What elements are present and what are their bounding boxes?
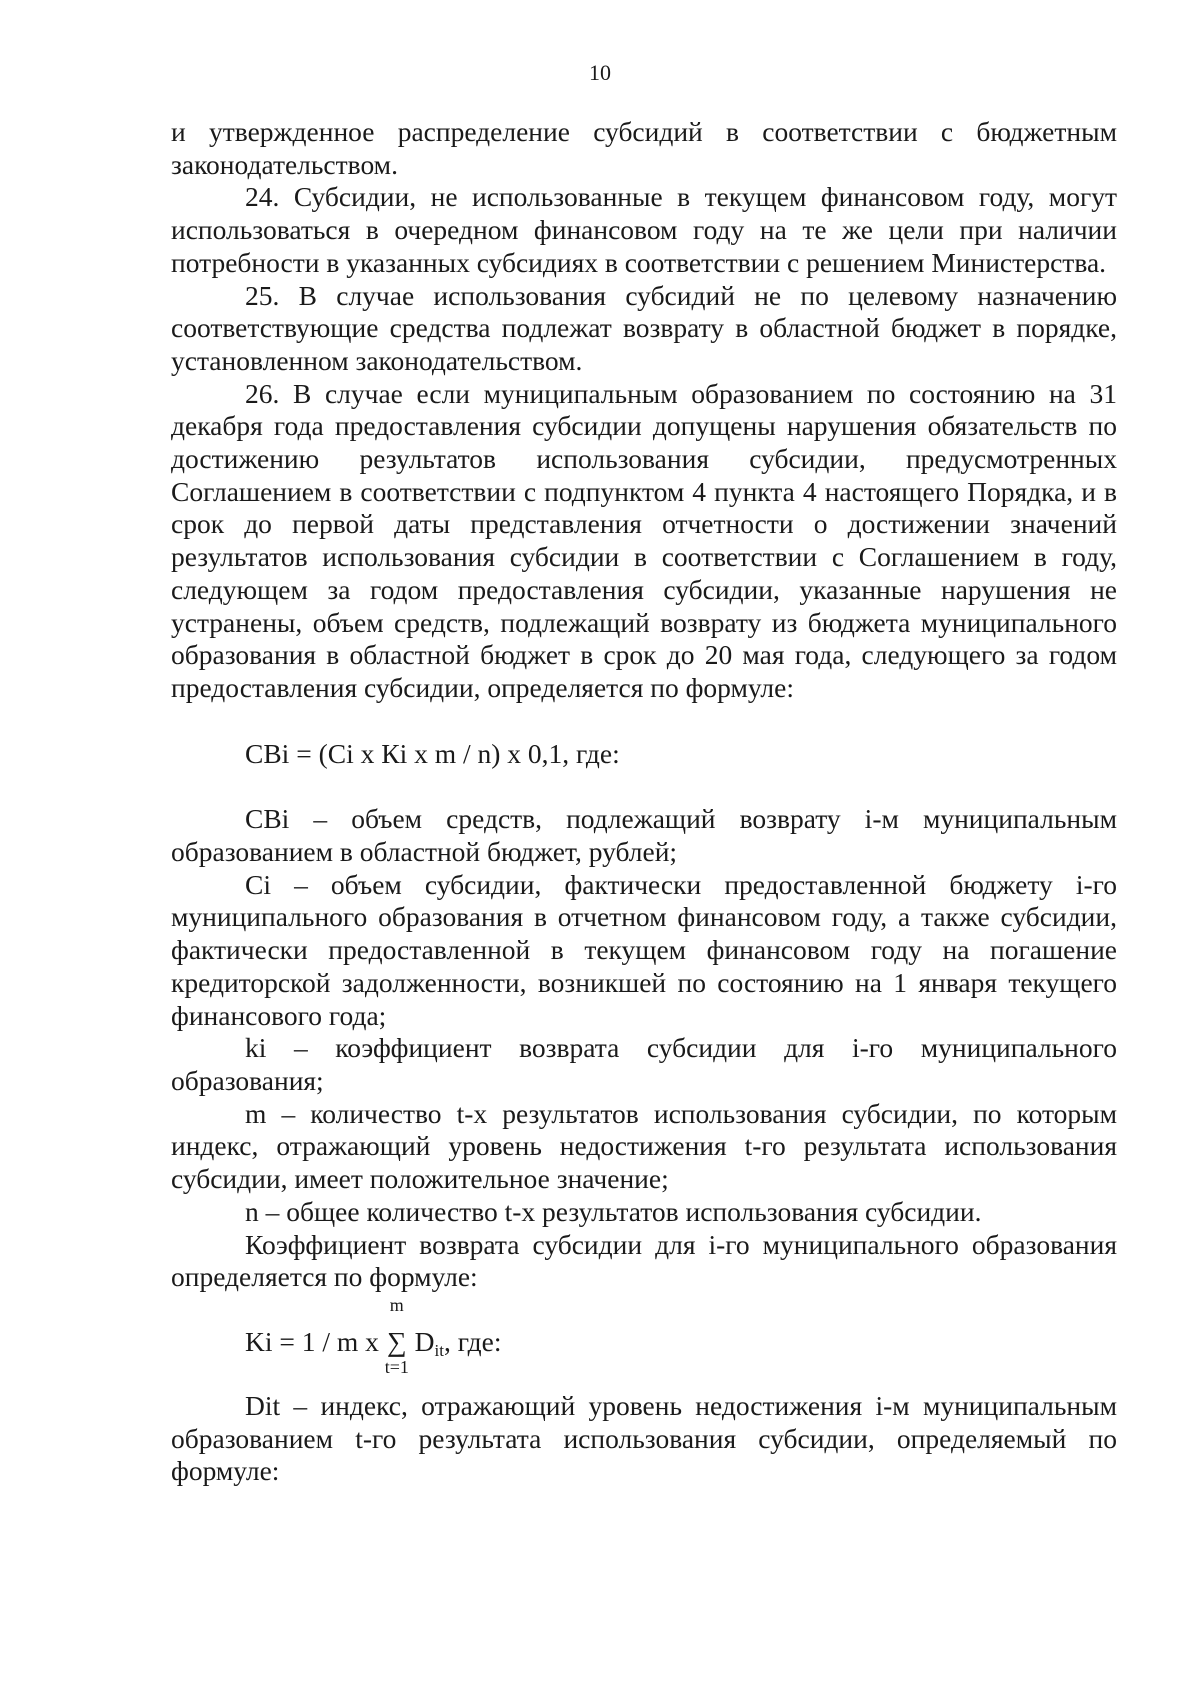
summation-symbol [384,1294,409,1377]
formula-ki-lhs: Ki = 1 / m х [245,1325,386,1357]
formula-ki-tail: , где: [444,1325,502,1357]
page-number: 10 [589,60,611,85]
definition-m: m – количество t-х результатов использования субсидии, по которым индекс, отражающий уровень недостижения t-го результата использования субсидии, имеет положительное значение; [171,1097,1117,1195]
paragraph-26: 26. В случае если муниципальным образованием по состоянию на 31 декабря года предоставления субсидии допущены нарушения обязательств по достижению результатов использования субсидии, предусмотренных Соглашением в соответствии с подпунктом 4 пункта 4 настоящего Порядка, и в срок до первой даты представления отчетности о достижении значений результатов использования субсидии в соответствии с Соглашением в году, следующем за годом предоставления субсидии, указанные нарушения не устранены, объем средств, подлежащий возврату из бюджета муниципального образования в областной бюджет в срок до 20 мая года, следующего за годом предоставления субсидии, определяется по формуле: [171,377,1117,703]
paragraph-24: 24. Субсидии, не использованные в текущем финансовом году, могут использоваться в очередном финансовом году на те же цели при наличии потребности в указанных субсидиях в соответствии с решением Министерства. [171,181,1117,278]
formula-ki [171,1296,1117,1390]
sigma-glyph: ∑ [386,1325,407,1357]
definition-dit: Dit – индекс, отражающий уровень недостижения i-м муниципальным образованием t-го результата использования субсидии, определяемый по формуле: [171,1389,1117,1487]
formula-ki-line [245,1294,502,1377]
definition-ki: ki – коэффициент возврата субсидии для i-го муниципального образования; [171,1032,1117,1096]
definition-cvi: СВi – объем средств, подлежащий возврату i-м муниципальным образованием в областной бюджет, рублей; [171,803,1117,868]
definition-n: n – общее количество t-х результатов использования субсидии. [245,1195,982,1227]
summation-upper-limit: m [389,1294,404,1315]
document-body [171,116,1117,1488]
paragraph-intro: и утвержденное распределение субсидий в соответствии с бюджетным законодательством. [171,116,1117,180]
formula-ki-d: D [407,1325,435,1357]
definition-ci: Сi – объем субсидии, фактически предоставленной бюджету i-го муниципального образования в отчетном финансовом году, а также субсидии, фактически предоставленной в текущем финансовом году на погашение кредиторской задолженности, возникшей по состоянию на 1 января текущего финансового года; [171,868,1117,1031]
formula-cvi: СВi = (Сi х Кi х m / n) х 0,1, где: [245,737,620,769]
paragraph-ki-intro: Коэффициент возврата субсидии для i-го муниципального образования определяется по формуле: [171,1228,1117,1293]
paragraph-25: 25. В случае использования субсидий не по целевому назначению соответствующие средства подлежат возврату в областной бюджет в порядке, установленном законодательством. [171,279,1117,376]
summation-lower-limit: t=1 [384,1356,409,1377]
formula-ki-d-subscript: it [434,1340,444,1360]
